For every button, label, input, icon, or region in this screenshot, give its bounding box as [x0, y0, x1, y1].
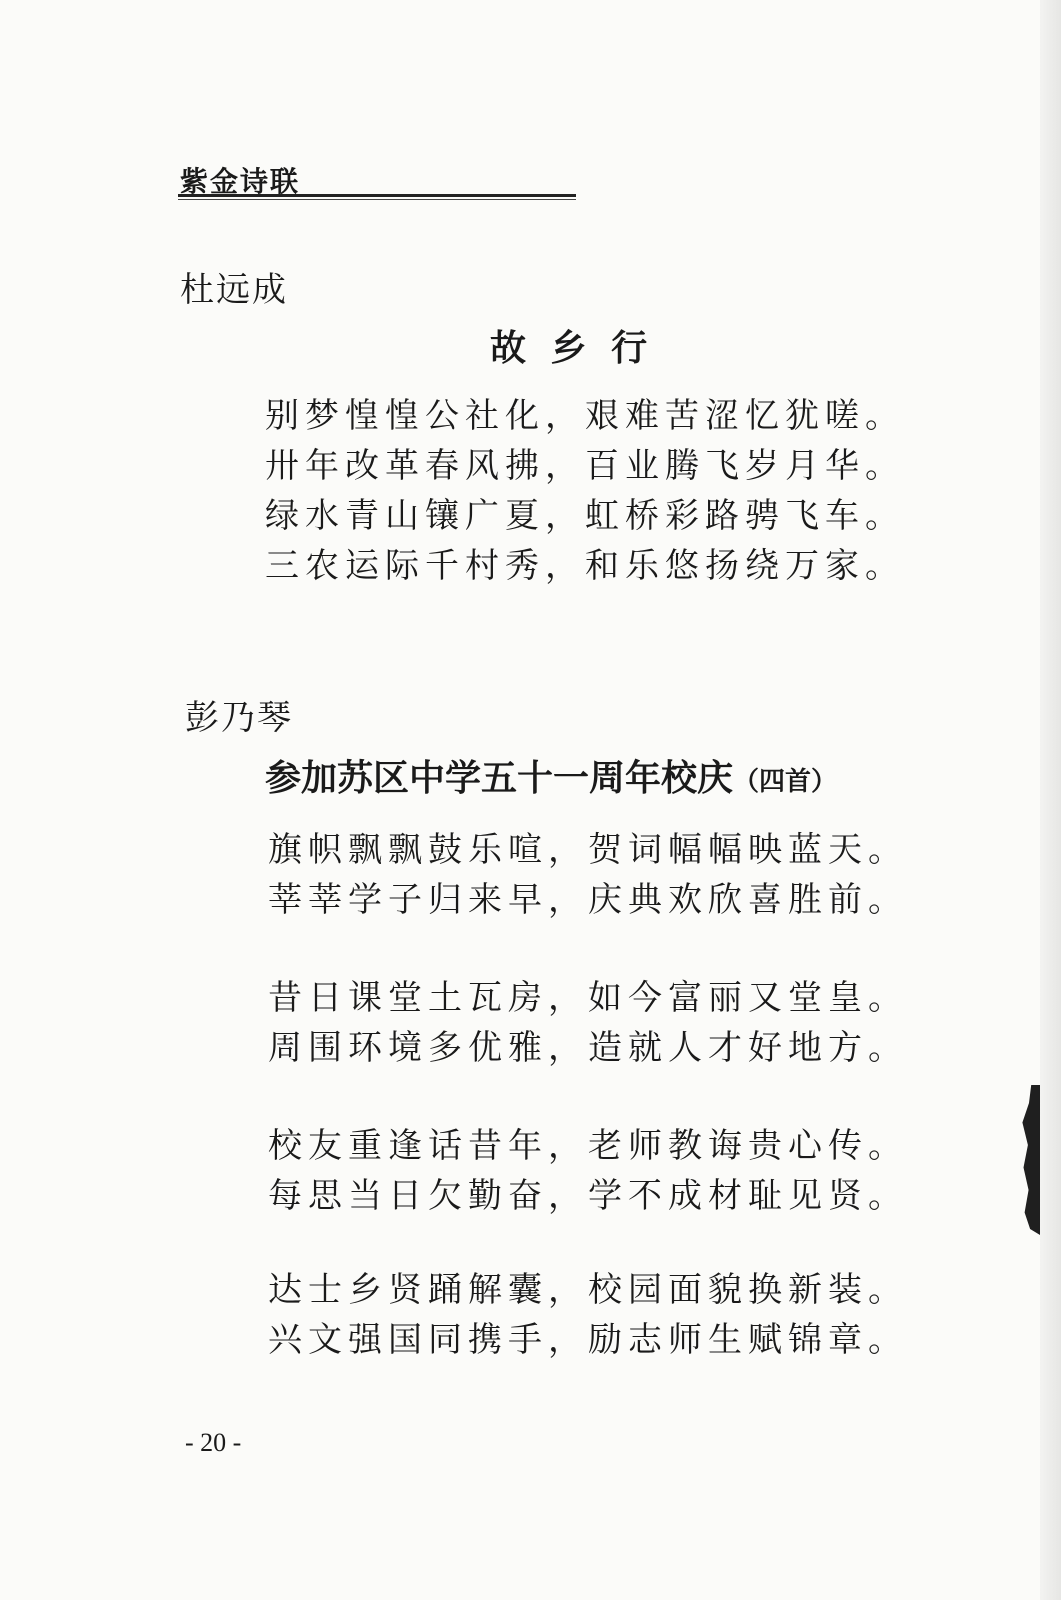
poem-line: 绿水青山镶广夏，虹桥彩路骋飞车。: [265, 496, 905, 536]
poem-author: 杜远成: [180, 270, 288, 310]
poem-line: 三农运际千村秀，和乐悠扬绕万家。: [265, 546, 905, 586]
poem-line: 莘莘学子归来早，庆典欢欣喜胜前。: [268, 880, 908, 920]
page-edge: [1040, 0, 1061, 1600]
page-tear: [1018, 1085, 1040, 1235]
poem-line: 兴文强国同携手，励志师生赋锦章。: [268, 1320, 908, 1360]
header-rule: [178, 194, 576, 200]
poem-line: 旗帜飘飘鼓乐喧，贺词幅幅映蓝天。: [268, 830, 908, 870]
poem-line: 校友重逢话昔年，老师教诲贵心传。: [268, 1126, 908, 1166]
page-number: - 20 -: [185, 1428, 242, 1457]
poem-line: 周围环境多优雅，造就人才好地方。: [268, 1028, 908, 1068]
poem-line: 昔日课堂土瓦房，如今富丽又堂皇。: [268, 978, 908, 1018]
poem-title-text: 参加苏区中学五十一周年校庆: [265, 757, 734, 799]
poem-title: 故 乡 行: [490, 327, 654, 369]
section-header: 紫金诗联: [180, 165, 301, 198]
poem-line: 达士乡贤踊解囊，校园面貌换新装。: [268, 1270, 908, 1310]
poem-line: 每思当日欠勤奋，学不成材耻见贤。: [268, 1176, 908, 1216]
poem-author: 彭乃琴: [185, 698, 293, 738]
poem-line: 卅年改革春风拂，百业腾飞岁月华。: [265, 446, 905, 486]
poem-title-note: （四首）: [733, 767, 838, 797]
poem-line: 别梦惶惶公社化，艰难苦涩忆犹嗟。: [265, 396, 905, 436]
poem-title: [265, 750, 837, 801]
